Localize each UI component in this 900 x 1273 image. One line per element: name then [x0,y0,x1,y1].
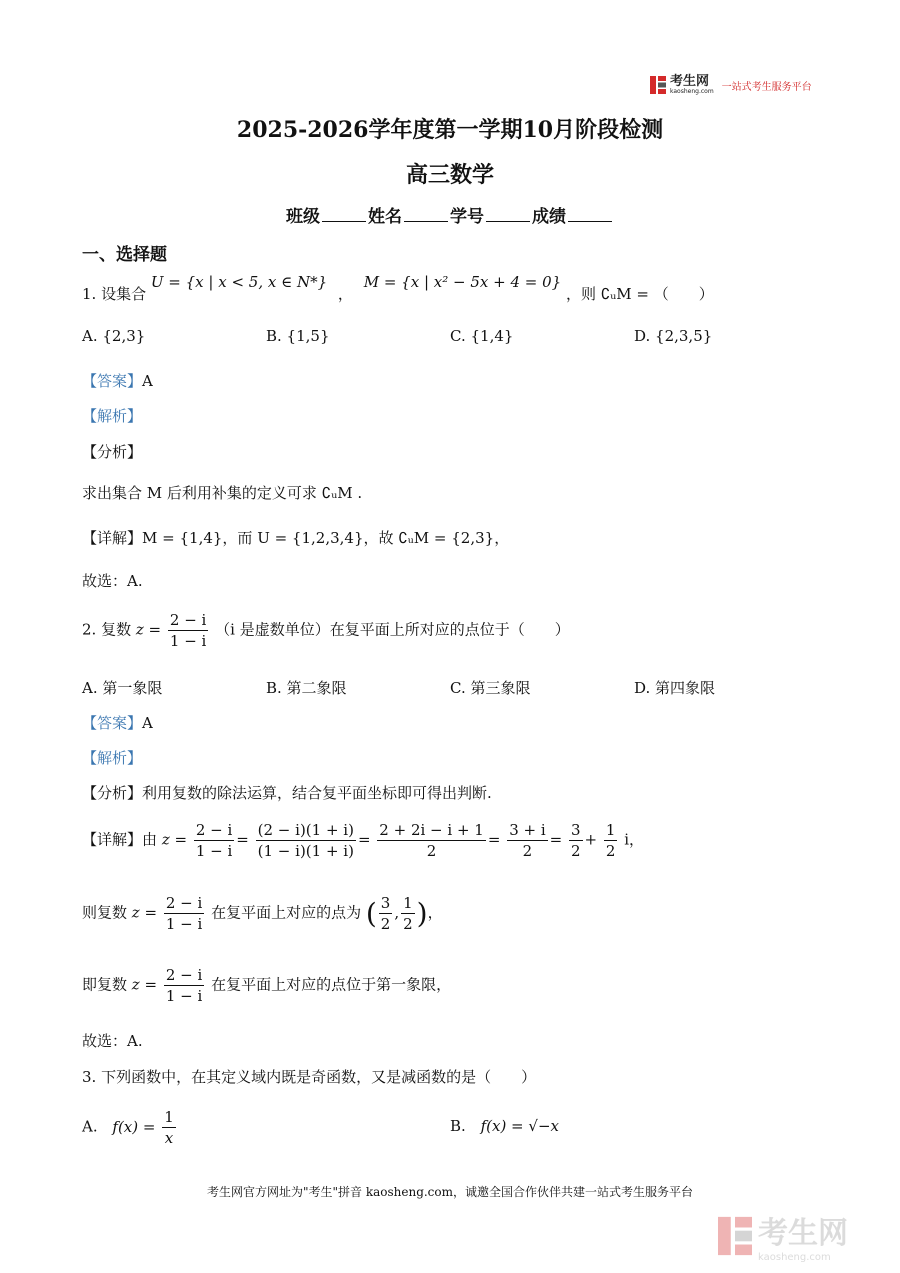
q1-jiexi-tag: 【解析】 [82,407,143,425]
q2-prompt: 2. 复数 z = $\frac{2 - i}{1 - i}$ （i 是虚数单位）在复平面上所对应的点位于（ ） [82,611,570,650]
q2-conclusion: 故选：A. [82,1032,143,1050]
footer-text: 考生网官方网址为"考生"拼音 kaosheng.com，诚邀全国合作伙伴共建一站式考生服务平台 [206,1185,694,1199]
q1-fenxi-tag: 【分析】 [82,443,143,461]
q1-prompt: 1. 设集合 U = {x | x < 5, x ∈ N*} ， M = {x | x² − 5x + 4 = 0} ，则 ∁ᵤM = （ ） [82,273,714,303]
watermark-domain: kaosheng.com [758,1252,831,1263]
watermark-text: 考生网 [758,1216,848,1251]
page-subtitle: 高三数学 [405,162,494,188]
brand-name: 考生网 [670,73,710,89]
student-info-fields [0,202,900,227]
q2-option-d: D. 第四象限 [634,679,716,697]
q1-option-d: D. {2,3,5} [634,327,713,345]
q1-answer: 【答案】A [82,372,153,390]
q1-ask: ，则 ∁ᵤM = （ ） [565,285,714,303]
q1-set-m: M = {x | x² − 5x + 4 = 0} [363,273,562,291]
q1-option-a: A. {2,3} [82,327,146,345]
q3-prompt: 3. 下列函数中，在其定义域内既是奇函数，又是减函数的是（ ） [82,1068,537,1086]
q2-option-b: B. 第二象限 [266,679,347,697]
q1-conclusion: 故选：A. [82,572,143,590]
watermark [718,1208,848,1263]
q1-set-u: U = {x | x < 5, x ∈ N*} [150,273,328,291]
brand-slogan: 一站式考生服务平台 [721,81,812,93]
field-score: 成绩 [532,207,566,227]
q1-option-b: B. {1,5} [266,327,330,345]
q1-option-c: C. {1,4} [450,327,514,345]
watermark-logo-icon [718,1216,752,1256]
field-id: 学号 [450,207,484,227]
q2-point-line: 则复数 z = $\frac{2 - i}{1 - i}$ 在复平面上对应的点为 ( $\frac{3}{2}$ , $\frac{1}{2}$ )， [82,894,443,933]
q2-option-c: C. 第三象限 [450,679,531,697]
field-class: 班级 [286,207,320,227]
page-title: 2025-2026学年度第一学期10月阶段检测 [236,117,664,143]
q3-option-b: B. f(x) = √−x [450,1117,560,1135]
q1-fenxi: 求出集合 M 后利用补集的定义可求 ∁ᵤM . [82,484,363,502]
brand-mark-icon [650,76,666,94]
field-name: 姓名 [368,207,402,227]
q2-answer: 【答案】A [82,714,153,732]
brand-domain: kaosheng.com [670,87,714,95]
section-title: 一、选择题 [82,245,167,265]
q2-quadrant-line: 即复数 z = $\frac{2 - i}{1 - i}$ 在复平面上对应的点位于第一象限， [82,966,452,1005]
q2-option-a: A. 第一象限 [82,679,163,697]
brand-logo [650,74,812,96]
q1-xiangjie: 【详解】M = {1,4}，而 U = {1,2,3,4}，故 ∁ᵤM = {2,3}， [82,529,510,547]
q2-xiangjie: 【详解】由 z = $\frac{2 - i}{1 - i}$ = $\frac{(2 - i)(1 + i)}{(1 - i)(1 + i)}$ = $\frac{2 + 2i - i + 1}{2}$ = $\frac{3 + i}{2}$ = $\frac{3}{2}$ + $\frac{1}{2}$ i， [82,821,645,860]
q3-option-a: A. f(x) = $\frac{1}{x}$ [82,1108,174,1147]
q2-fenxi: 【分析】利用复数的除法运算，结合复平面坐标即可得出判断. [82,784,492,802]
q2-jiexi-tag: 【解析】 [82,749,143,767]
